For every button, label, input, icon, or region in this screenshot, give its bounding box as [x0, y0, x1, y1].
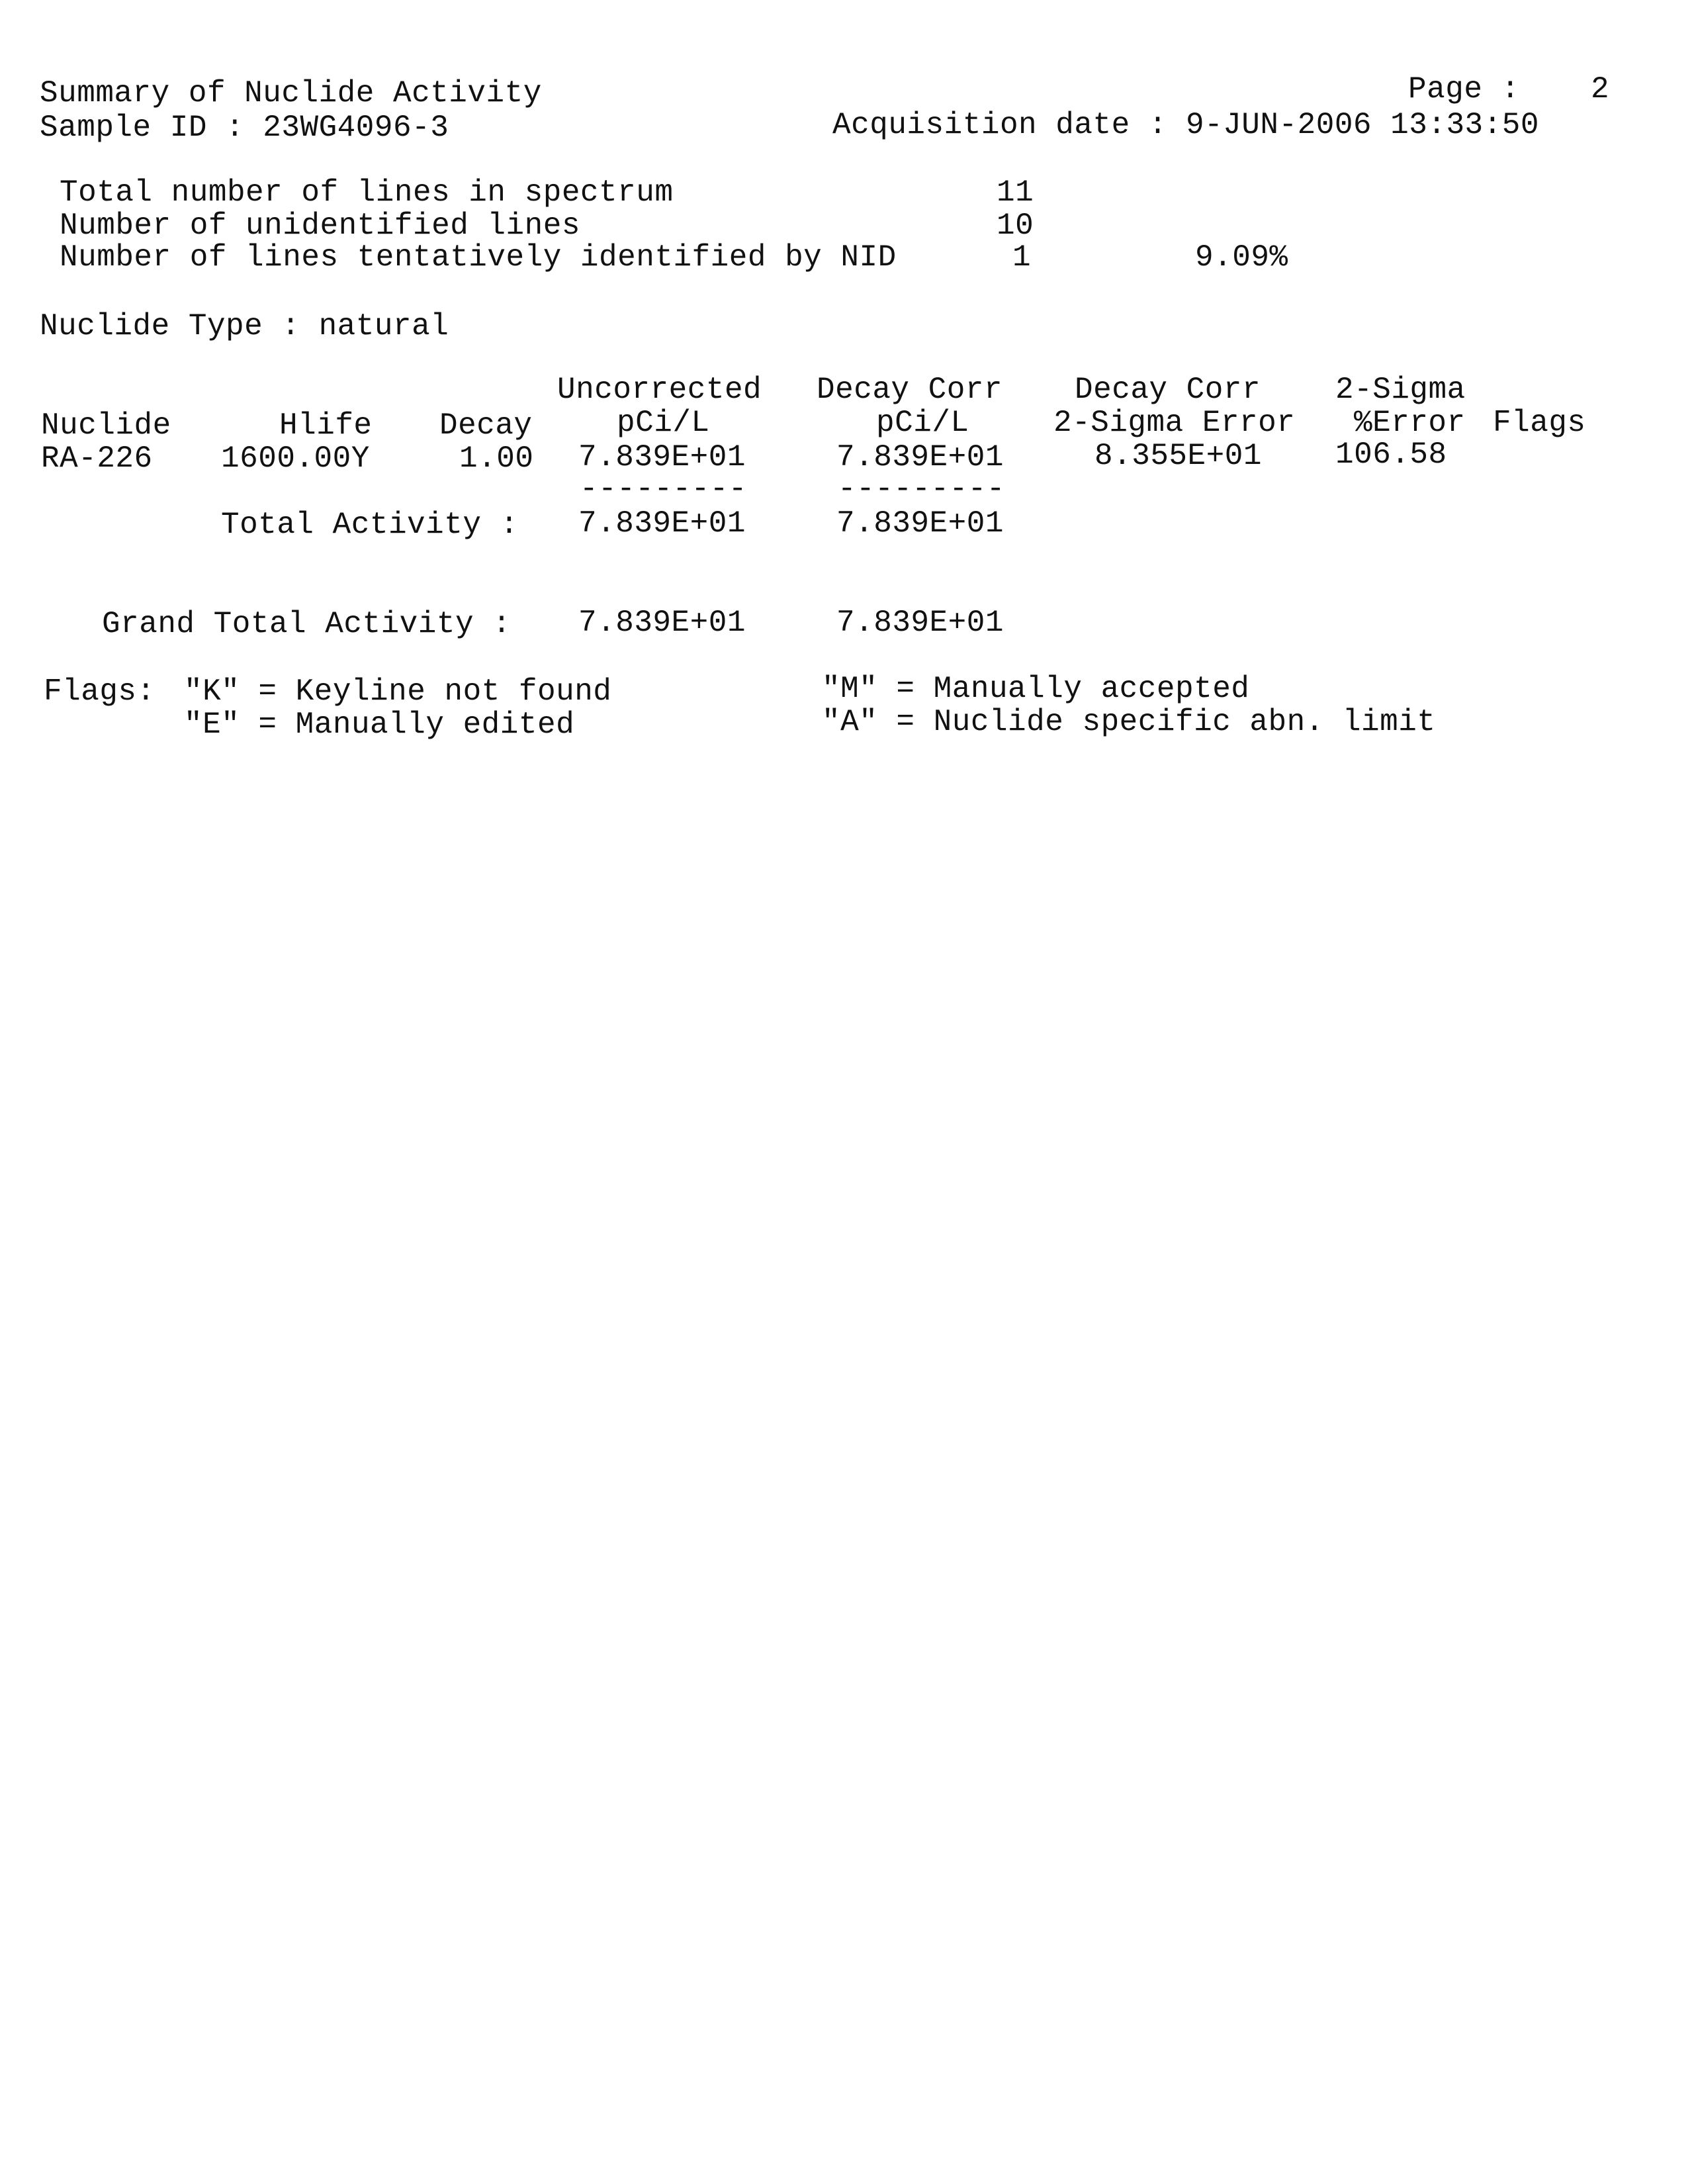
total-activity-uncorrected: 7.839E+01 [578, 506, 746, 541]
header-uncorrected-unit: pCi/L [617, 406, 710, 440]
nuclide-type: Nuclide Type : natural [40, 309, 449, 343]
report-title: Summary of Nuclide Activity [40, 76, 542, 111]
header-decay-corr-2: Decay Corr [1075, 373, 1261, 407]
cell-hlife: 1600.00Y [221, 441, 370, 476]
flags-label: Flags: [44, 674, 156, 709]
grand-total-decay-corr: 7.839E+01 [836, 606, 1004, 640]
tentative-lines-label: Number of lines tentatively identified by NID [60, 240, 897, 275]
page-label: Page : [1408, 72, 1520, 107]
header-decay-corr-1: Decay Corr [817, 373, 1003, 407]
grand-total-uncorrected: 7.839E+01 [578, 606, 746, 640]
header-nuclide: Nuclide [41, 408, 171, 443]
rule-decay-corr: --------- [838, 472, 1005, 506]
header-hlife: Hlife [279, 408, 373, 443]
sample-id: Sample ID : 23WG4096-3 [40, 111, 449, 145]
total-activity-decay-corr: 7.839E+01 [836, 506, 1004, 541]
total-lines-label: Total number of lines in spectrum [60, 175, 674, 210]
cell-uncorrected: 7.839E+01 [578, 440, 746, 475]
unidentified-lines-value: 10 [997, 208, 1034, 243]
header-two-sigma: 2-Sigma [1335, 373, 1466, 407]
flag-e-definition: "E" = Manually edited [184, 707, 575, 742]
header-sigma-error: 2-Sigma Error [1053, 406, 1296, 440]
tentative-lines-value: 1 [1012, 240, 1032, 275]
page-number: 2 [1591, 72, 1610, 107]
cell-pct-error: 106.58 [1335, 437, 1447, 472]
rule-uncorrected: --------- [580, 472, 747, 506]
header-uncorrected: Uncorrected [557, 373, 762, 407]
cell-nuclide: RA-226 [41, 441, 153, 476]
cell-decay-corr: 7.839E+01 [836, 440, 1004, 475]
header-pct-error: %Error [1354, 406, 1466, 440]
cell-decay: 1.00 [459, 441, 534, 476]
unidentified-lines-label: Number of unidentified lines [60, 208, 580, 243]
flag-k-definition: "K" = Keyline not found [184, 674, 612, 709]
flag-a-definition: "A" = Nuclide specific abn. limit [822, 705, 1436, 739]
total-activity-label: Total Activity : [221, 508, 519, 542]
header-decay: Decay [439, 408, 533, 443]
acquisition-date: Acquisition date : 9-JUN-2006 13:33:50 [832, 108, 1539, 142]
header-decay-corr-unit: pCi/L [876, 406, 969, 440]
cell-sigma-error: 8.355E+01 [1094, 439, 1262, 473]
total-lines-value: 11 [997, 175, 1034, 210]
header-flags: Flags [1493, 406, 1586, 440]
tentative-lines-percent: 9.09% [1195, 240, 1288, 275]
flag-m-definition: "M" = Manually accepted [822, 672, 1250, 706]
grand-total-label: Grand Total Activity : [102, 607, 512, 641]
